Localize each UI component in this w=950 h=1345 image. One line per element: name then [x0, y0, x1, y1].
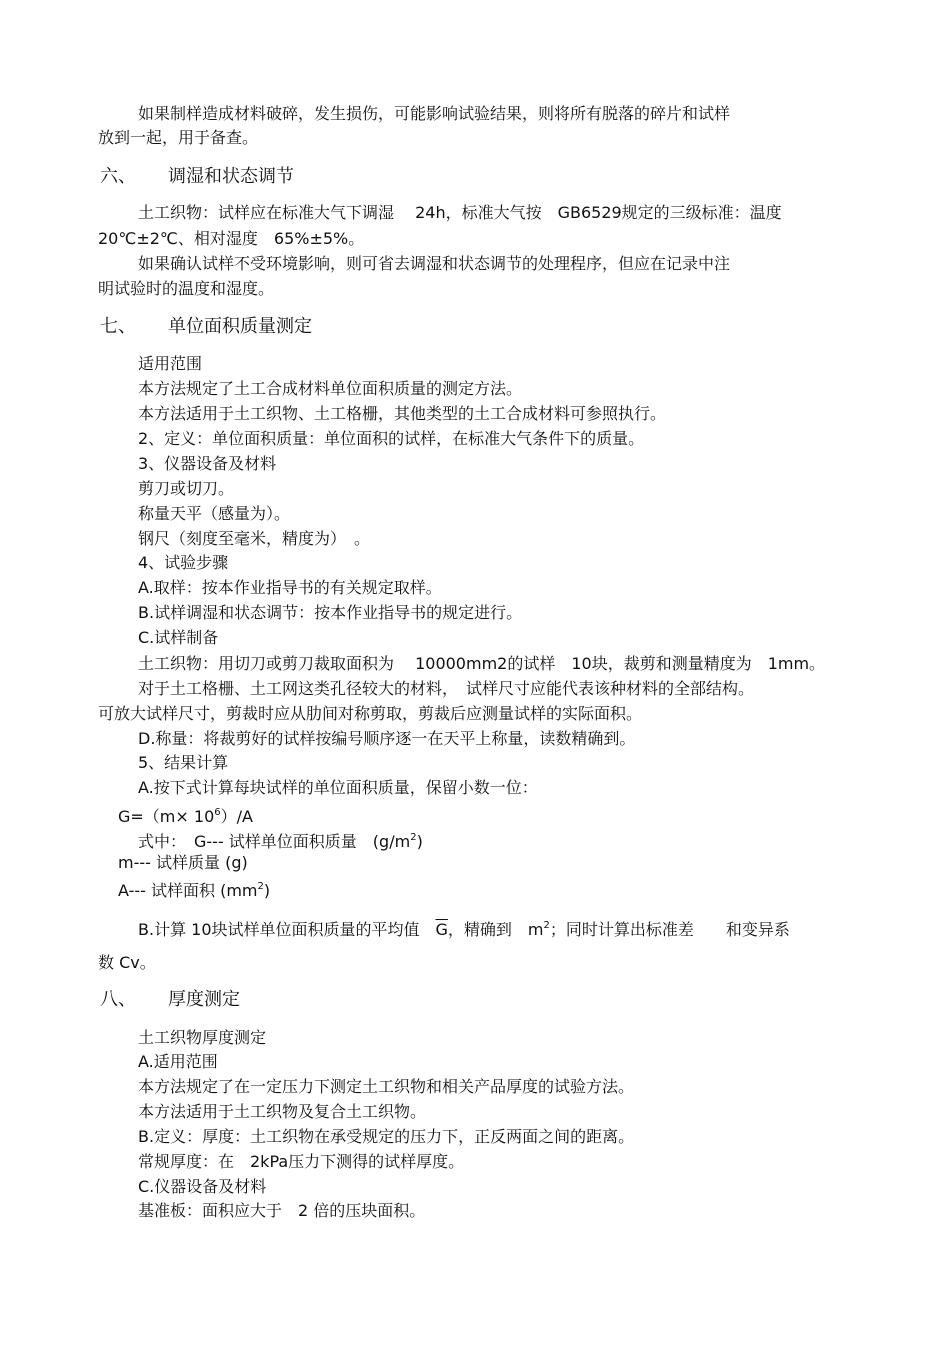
- formula-line: [118, 803, 253, 827]
- formula-text: ): [263, 881, 271, 900]
- paragraph-line: 常规厚度：在 2kPa压力下测得的试样厚度。: [138, 1152, 465, 1171]
- paragraph-line: 放到一起，用于备查。: [98, 128, 259, 147]
- paragraph-line: 基准板：面积应大于 2 倍的压块面积。: [138, 1201, 426, 1220]
- text: ；同时计算出标准差 和变异系: [549, 920, 790, 939]
- paragraph-line: 数 Cv。: [98, 953, 156, 972]
- paragraph-line: 适用范围: [138, 354, 203, 373]
- formula-line: [118, 877, 270, 901]
- paragraph-line: 土工织物厚度测定: [138, 1028, 267, 1047]
- paragraph-line: A.取样：按本作业指导书的有关规定取样。: [138, 578, 442, 597]
- paragraph-line: 土工织物：试样应在标准大气下调湿 24h，标准大气按 GB6529规定的三级标准：温度: [138, 203, 782, 222]
- paragraph-line: 5、结果计算: [138, 753, 229, 772]
- text: ，精确到 m: [447, 920, 544, 939]
- paragraph-line: 2、定义：单位面积质量：单位面积的试样，在标准大气条件下的质量。: [138, 429, 645, 448]
- paragraph-line: 土工织物：用切刀或剪刀裁取面积为 10000mm2的试样 10块，裁剪和测量精度为 1mm。: [138, 654, 826, 673]
- formula-superscript: 6: [214, 807, 221, 818]
- superscript: 2: [543, 920, 550, 931]
- paragraph-line: C.试样制备: [138, 628, 219, 647]
- formula-superscript: 2: [257, 881, 264, 892]
- paragraph-line: 对于土工格栅、土工网这类孔径较大的材料， 试样尺寸应能代表该种材料的全部结构。: [138, 679, 755, 698]
- paragraph-line: 本方法规定了土工合成材料单位面积质量的测定方法。: [138, 379, 523, 398]
- paragraph-line: 本方法适用于土工织物及复合土工织物。: [138, 1102, 427, 1121]
- paragraph-line: B.定义：厚度：土工织物在承受规定的压力下，正反两面之间的距离。: [138, 1127, 635, 1146]
- paragraph-line: A.适用范围: [138, 1052, 218, 1071]
- paragraph-line: 4、试验步骤: [138, 553, 229, 572]
- paragraph-line: [138, 916, 790, 940]
- formula-superscript: 2: [410, 832, 417, 843]
- paragraph-line: 明试验时的温度和湿度。: [98, 279, 275, 298]
- formula-line: [138, 828, 423, 852]
- section-title: 厚度测定: [168, 989, 240, 1010]
- section-title: 调湿和状态调节: [168, 166, 294, 187]
- paragraph-line: 剪刀或切刀。: [138, 479, 235, 498]
- paragraph-line: 如果确认试样不受环境影响，则可省去调湿和状态调节的处理程序，但应在记录中注: [138, 254, 731, 273]
- paragraph-line: C.仪器设备及材料: [138, 1177, 267, 1196]
- paragraph-line: 可放大试样尺寸，剪裁时应从肋间对称剪取，剪裁后应测量试样的实际面积。: [98, 704, 643, 723]
- paragraph-line: 本方法适用于土工织物、土工格栅，其他类型的土工合成材料可参照执行。: [138, 404, 667, 423]
- paragraph-line: 称量天平（感量为）。: [138, 504, 291, 523]
- mean-symbol: $\overline{G}$: [435, 920, 448, 939]
- paragraph-line: 本方法规定了在一定压力下测定土工织物和相关产品厚度的试验方法。: [138, 1077, 635, 1096]
- paragraph-line: B.试样调湿和状态调节：按本作业指导书的规定进行。: [138, 603, 523, 622]
- text: B.计算 10块试样单位面积质量的平均值: [138, 920, 436, 939]
- section-number: 八、: [100, 989, 136, 1010]
- paragraph-line: 20℃±2℃、相对湿度 65%±5%。: [98, 229, 365, 248]
- formula-text: A--- 试样面积 (mm: [118, 881, 258, 900]
- formula-text: ): [416, 832, 423, 851]
- formula-line: m--- 试样质量 (g): [118, 853, 248, 872]
- paragraph-line: 钢尺（刻度至毫米，精度为） 。: [138, 529, 371, 548]
- formula-text: 式中： G--- 试样单位面积质量 (g/m: [138, 832, 411, 851]
- paragraph-line: D.称量：将裁剪好的试样按编号顺序逐一在天平上称量，读数精确到。: [138, 729, 636, 748]
- section-number: 六、: [100, 166, 136, 187]
- paragraph-line: 如果制样造成材料破碎，发生损伤，可能影响试验结果，则将所有脱落的碎片和试样: [138, 104, 731, 123]
- paragraph-line: A.按下式计算每块试样的单位面积质量，保留小数一位：: [138, 778, 538, 797]
- section-title: 单位面积质量测定: [168, 316, 312, 337]
- formula-text: G=（m× 10: [118, 807, 215, 826]
- section-number: 七、: [100, 316, 136, 337]
- paragraph-line: 3、仪器设备及材料: [138, 454, 277, 473]
- formula-text: ）/A: [220, 807, 253, 826]
